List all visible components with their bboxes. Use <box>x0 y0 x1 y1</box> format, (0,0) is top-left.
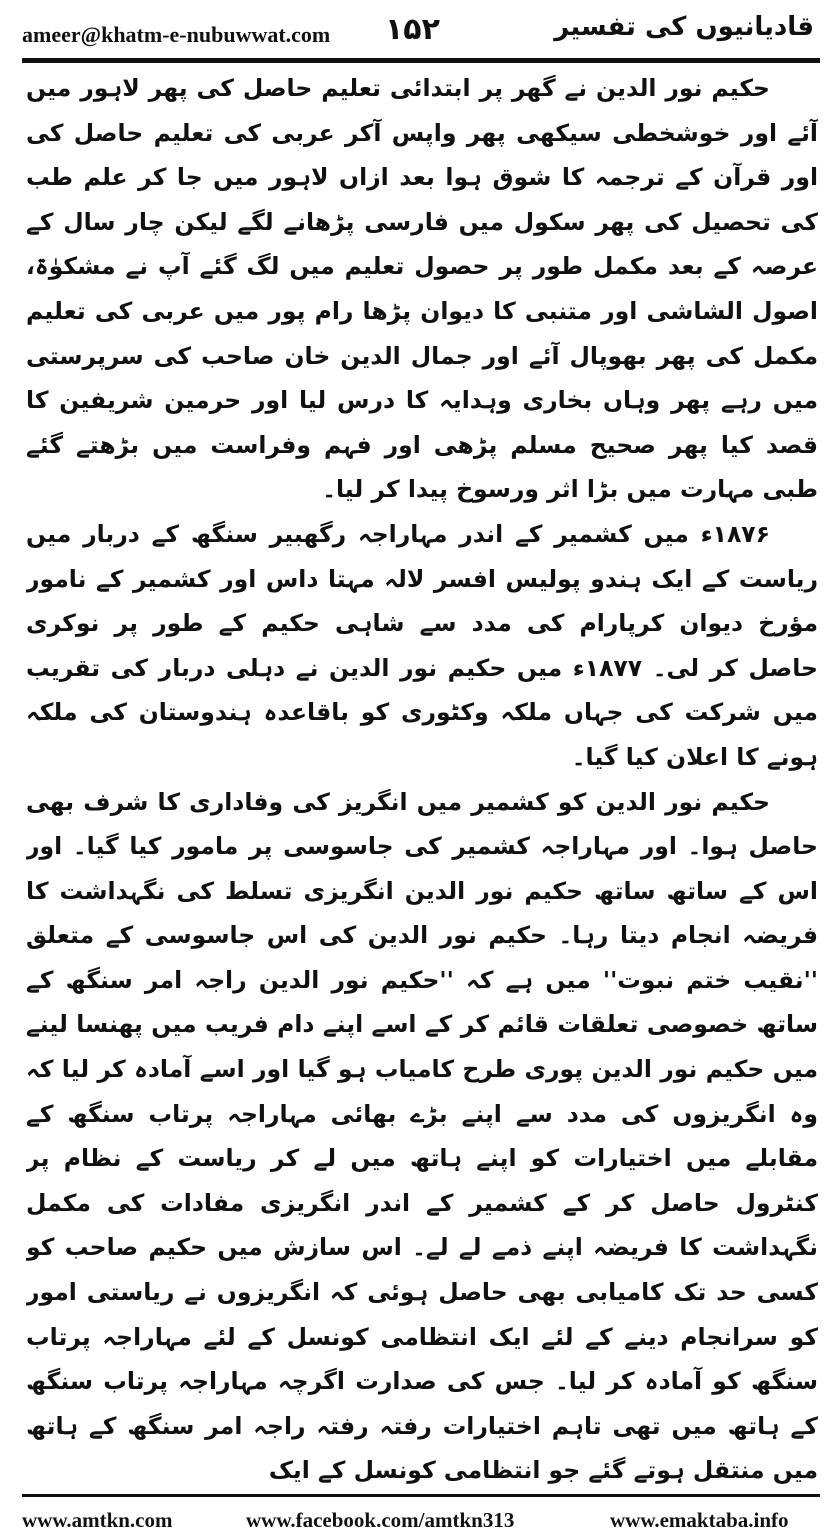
footer-rule <box>22 1494 820 1497</box>
footer-link-facebook[interactable]: www.facebook.com/amtkn313 <box>246 1508 515 1532</box>
page-number: ۱۵۲ <box>385 12 440 47</box>
paragraph-1: حکیم نور الدین نے گھر پر ابتدائی تعلیم حاصل کی پھر لاہور میں آئے اور خوشخطی سیکھی پھر واپس آکر عربی کی تعلیم حاصل کی اور قرآن کے ترجمہ کا شوق ہوا بعد ازاں لاہور میں جا کر علم طب کی تحصیل کی پھر سکول میں فارسی پڑھانے لگے لیکن چار سال کے عرصہ کے بعد مکمل طور پر حصول تعلیم میں لگ گئے آپ نے مشکوٰۃ، اصول الشاشی اور متنبی کا دیوان پڑھا رام پور میں عربی کی تعلیم مکمل کی پھر بھوپال آئے اور جمال الدین خان صاحب کی سرپرستی میں رہے پھر وہاں بخاری وہدایہ کا درس لیا اور حرمین شریفین کا قصد کیا پھر صحیح مسلم پڑھی اور فہم وفراست میں بڑھتے گئے طبی مہارت میں بڑا اثر ورسوخ پیدا کر لیا۔ <box>26 74 818 504</box>
footer-link-amtkn[interactable]: www.amtkn.com <box>22 1508 173 1532</box>
paragraph-3: حکیم نور الدین کو کشمیر میں انگریز کی وفاداری کا شرف بھی حاصل ہوا۔ اور مہاراجہ کشمیر کی جاسوسی پر مامور کیا گیا۔ اور اس کے ساتھ ساتھ حکیم نور الدین انگریزی تسلط کی نگہداشت کا فریضہ انجام دیتا رہا۔ حکیم نور الدین کی اس جاسوسی کے متعلق ''نقیب ختم نبوت'' میں ہے کہ ''حکیم نور الدین راجہ امر سنگھ کے ساتھ خصوصی تعلقات قائم کر کے اسے اپنے دام فریب میں پھنسا لینے میں حکیم نور الدین پوری طرح کامیاب ہو گیا اور اسے آمادہ کر لیا کہ وہ انگریزوں کی مدد سے اپنے بڑے بھائی مہاراجہ پرتاب سنگھ کے مقابلے میں اختیارات کو اپنے ہاتھ میں لے کر ریاست کے نظام پر کنٹرول حاصل کر کے کشمیر کے اندر انگریزی مفادات کی مکمل نگہداشت کا فریضہ اپنے ذمے لے لے۔ اس سازش میں حکیم صاحب کو کسی حد تک کامیابی بھی حاصل ہوئی کہ انگریزوں نے ریاستی امور کو سرانجام دینے کے لئے ایک انتظامی کونسل کے لئے مہاراجہ پرتاب سنگھ کو آمادہ کر لیا۔ جس کی صدارت اگرچہ مہاراجہ پرتاب سنگھ کے ہاتھ میں تھی تاہم اختیارات رفتہ رفتہ راجہ امر سنگھ کے ہاتھ میں منتقل ہوتے گئے جو انتظامی کونسل کے ایک <box>26 787 818 1485</box>
page-body <box>26 66 818 1486</box>
header-rule <box>22 58 820 63</box>
book-title: قادیانیوں کی تفسیر <box>554 12 814 42</box>
paragraph-2: ۱۸۷۶ء میں کشمیر کے اندر مہاراجہ رگھبیر سنگھ کے دربار میں ریاست کے ایک ہندو پولیس افسر لالہ مہتا داس اور کشمیر کے نامور مؤرخ دیوان کرپارام کی مدد سے شاہی حکیم کے طور پر نوکری حاصل کر لی۔ ۱۸۷۷ء میں حکیم نور الدین نے دہلی دربار کی تقریب میں شرکت کی جہاں ملکہ وکٹوری کو باقاعدہ ہندوستان کی ملکہ ہونے کا اعلان کیا گیا۔ <box>26 519 818 771</box>
header-email: ameer@khatm-e-nubuwwat.com <box>22 22 331 47</box>
footer-link-emaktaba[interactable]: www.emaktaba.info <box>610 1508 789 1532</box>
page-footer <box>0 1500 840 1540</box>
page-header <box>0 0 840 62</box>
